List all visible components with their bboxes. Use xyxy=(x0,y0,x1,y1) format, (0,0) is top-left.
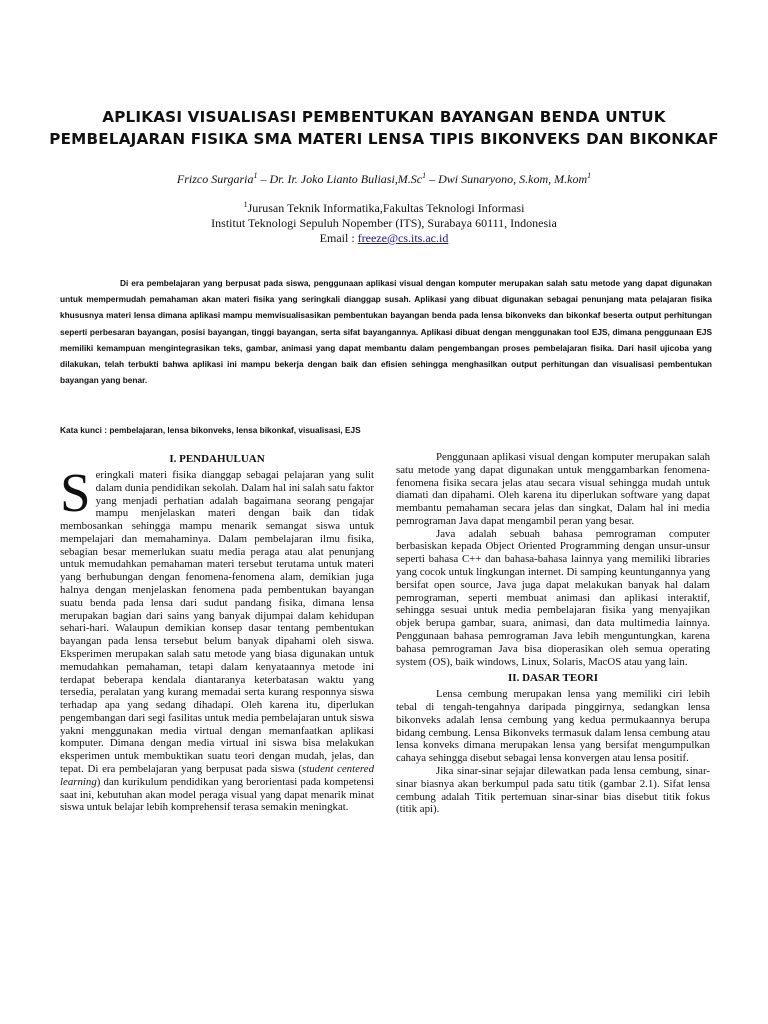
intro-paragraph-1: Seringkali materi fisika dianggap sebagai pelajaran yang sulit dalam dunia pendidikan sekolah. Dalam hal ini salah satu faktor yang menjadi perhatian adalah bagaimana seorang pengajar mampu menjelaskan materi dengan baik dan tidak membosankan sehingga mampu menarik semangat siswa untuk mempelajari dan memahaminya. Dalam pembelajaran ilmu fisika, sebagian besar memerlukan suatu media peraga atau alat penunjang untuk memudahkan pemahaman materi tersebut terutama untuk materi yang berhubungan dengan fenomena-fenomena alam, demikian juga halnya dengan menjelaskan fenomena pada pembentukan bayangan suatu benda pada lensa dari sudut pandang fisika, dimana lensa merupakan bagian dari sains yang banyak dijumpai dalam kehidupan sehari-hari. Walaupun demikian konsep dasar tentang pembentukan bayangan pada lensa tersebut belum banyak dipahami oleh siswa. Eksperimen merupakan salah satu metode yang biasa digunakan untuk memudahkan pemahaman, tetapi dalam kenyataannya metode ini terdapat beberapa kendala diantaranya keterbatasan waktu yang tersedia, peralatan yang kurang memadai serta kurang responnya siswa terhadap apa yang sedang dihadapi. Oleh karena itu, diperlukan pengembangan dari segi fasilitas untuk media pembelajaran untuk siswa yakni menggunakan media virtual dengan memanfaatkan aplikasi komputer. Dimana dengan media virtual ini siswa bisa melakukan eksperimen untuk membuktikan suatu teori dengan mudah, jelas, dan tepat. Di era pembelajaran yang berpusat pada siswa (student centered learning) dan kurikulum pendidikan yang berorientasi pada kompetensi saat ini, kebutuhan akan model peraga visual yang dapat menarik minat siswa untuk belajar lebih komprehensif terasa semakin meningkat. xyxy=(60,462,374,814)
intro-italic-term: student centered learning xyxy=(60,762,374,788)
author-1: Frizco Surgaria xyxy=(176,172,254,186)
section-heading-pendahuluan: I. PENDAHULUAN xyxy=(169,453,265,465)
right-column xyxy=(396,451,710,816)
drop-cap: S xyxy=(60,462,91,523)
paper-title xyxy=(40,106,728,150)
theory-paragraph-2: Jika sinar-sinar sejajar dilewatkan pada lensa cembung, sinar-sinar biasnya akan berkumpul pada satu titik (gambar 2.1). Sifat lensa cembung adalah Titik pertemuan sinar-sinar bias disebut titik fokus (titik api). xyxy=(396,764,710,816)
author-2: Dr. Ir. Joko Lianto Buliasi,M.Sc xyxy=(269,172,423,186)
author-1-affiliation-mark: 1 xyxy=(253,171,258,180)
author-2-affiliation-mark: 1 xyxy=(422,171,427,180)
affiliation-department: $^1$Jurusan Teknik Informatika,Fakultas Teknologi Informasi xyxy=(243,200,525,215)
affiliation-email xyxy=(40,231,728,246)
affiliation-mark: 1 xyxy=(243,200,248,209)
affiliation-block xyxy=(40,197,728,246)
author-separator: – xyxy=(257,172,270,186)
author-list xyxy=(40,171,728,187)
author-3: Dwi Sunaryono, S.kom, M.kom xyxy=(438,172,588,186)
email-link[interactable]: freeze@cs.its.ac.id xyxy=(357,231,449,245)
paper-title-line-1: APLIKASI VISUALISASI PEMBENTUKAN BAYANGAN BENDA UNTUK xyxy=(102,108,666,126)
paper-title-line-2: PEMBELAJARAN FISIKA SMA MATERI LENSA TIPIS BIKONVEKS DAN BIKONKAF xyxy=(49,130,719,148)
intro-paragraph-2: Penggunaan aplikasi visual dengan komputer merupakan salah satu metode yang dapat digunakan untuk menggambarkan fenomena-fenomena fisika secara jelas atau secara visual sehingga mudah untuk diamati dan dipahami. Oleh karena itu diperlukan software yang dapat membantu pemahaman secara jelas dan singkat, Dalam hal ini media pemrograman Java dapat mengambil peran yang besar. xyxy=(396,451,710,527)
affiliation-institute: Institut Teknologi Sepuluh Nopember (ITS), Surabaya 60111, Indonesia xyxy=(211,216,557,230)
intro-paragraph-3: Java adalah sebuah bahasa pemrograman computer berbasiskan kepada Object Oriented Programming dengan unsur-unsur seperti bahasa C++ dan bahasa-bahasa lainnya yang memiliki libraries yang cocok untuk lingkungan internet. Di samping keuntungannya yang bersifat open source, Java juga dapat melakukan banyak hal dalam pemrograman, seperti membuat animasi dan aplikasi interaktif, sehingga sesuai untuk media pembelajaran fisika yang menyajikan objek berupa gambar, suara, animasi, dan data multimedia lainnya. Penggunaan bahasa pemrograman Java lebih menguntungkan, karena bahasa pemrograman Java bisa dioperasikan oleh semua operating system (OS), baik windows, Linux, Solaris, MacOS atau yang lain. xyxy=(396,527,710,668)
theory-paragraph-1: Lensa cembung merupakan lensa yang memiliki ciri lebih tebal di tengah-tengahnya daripada pinggirnya, sedangkan lensa bikonveks adalah lensa cembung yang kedua permukaannya berupa bidang cembung. Lensa Bikonveks termasuk dalam lensa cembung atau lensa konveks dimana merupakan lensa yang bersifat mengumpulkan cahaya sehingga disebut sebagai lensa konvergen atau lensa positif. xyxy=(396,688,710,765)
left-column xyxy=(60,451,374,814)
email-label: Email : xyxy=(319,231,358,245)
keywords: Kata kunci : pembelajaran, lensa bikonveks, lensa bikonkaf, visualisasi, EJS xyxy=(60,425,361,435)
section-heading-dasar-teori: II. DASAR TEORI xyxy=(508,672,598,685)
author-3-affiliation-mark: 1 xyxy=(587,171,592,180)
abstract: Di era pembelajaran yang berpusat pada siswa, penggunaan aplikasi visual dengan komputer merupakan salah satu metode yang dapat digunakan untuk mempermudah pemahaman akan materi fisika yang seringkali dianggap susah. Aplikasi yang dibuat digunakan sebagai penunjang mata pelajaran fisika khususnya materi lensa dimana aplikasi mampu memvisualisasikan pembentukan bayangan benda pada lensa bikonveks dan bikonkaf beserta output perhitungan seperti perbesaran bayangan, posisi bayangan, tinggi bayangan, serta sifat bayangannya. Aplikasi dibuat dengan menggunakan tool EJS, dimana penggunaan EJS memiliki kemampuan mengintegrasikan teks, gambar, animasi yang dapat membantu dalam pengembangan proses pembelajaran fisika. Dari hasil ujicoba yang dilakukan, telah terbukti bahwa aplikasi ini mampu bekerja dengan baik dan efisien sehingga menghasilkan output perhitungan dan visualisasi pembentukan bayangan yang benar. xyxy=(60,278,712,386)
author-separator: – xyxy=(426,172,439,186)
